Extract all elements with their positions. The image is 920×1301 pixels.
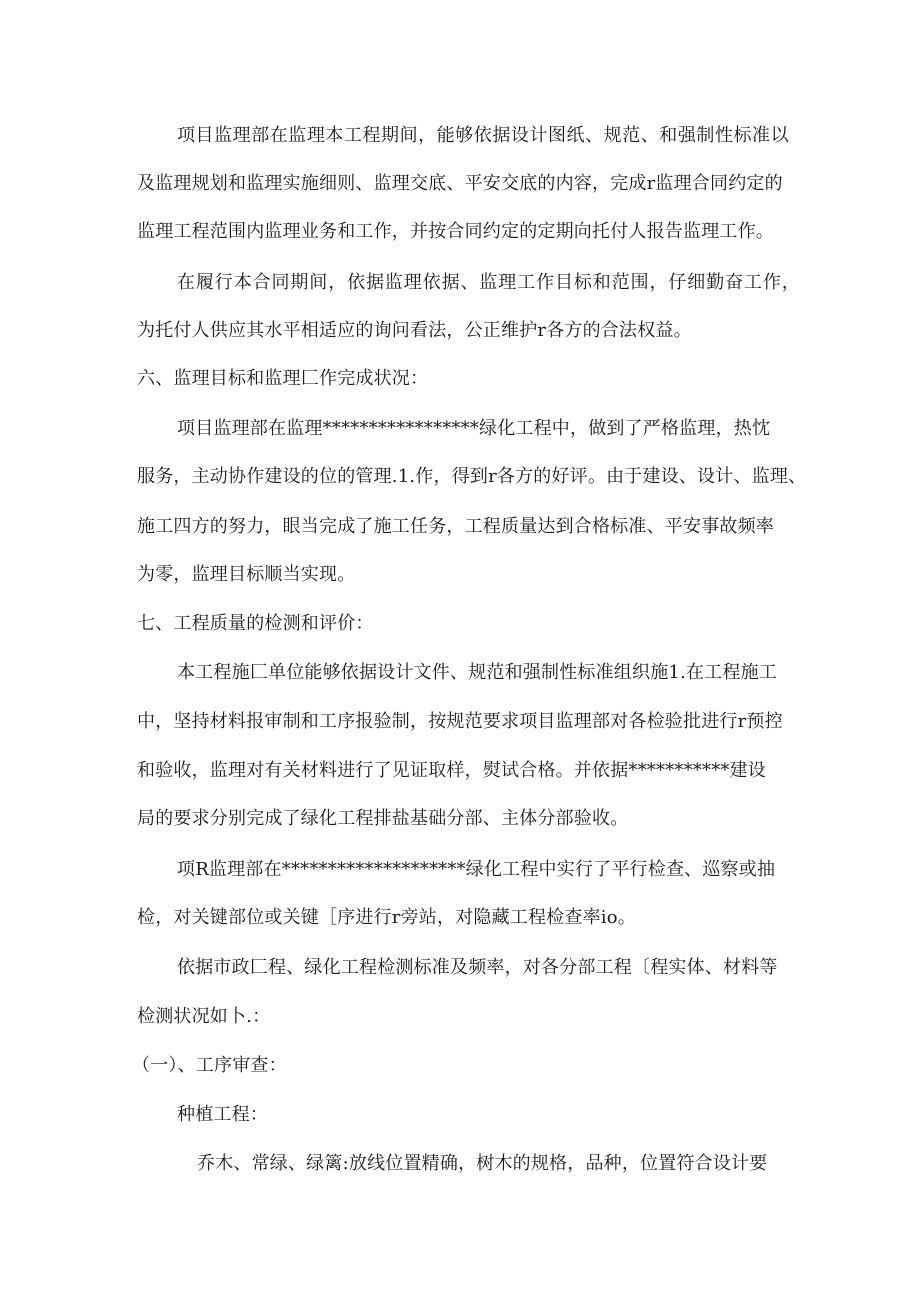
- paragraph-line-15: 局的要求分别完成了绿化工程排盐基础分部、主体分部验收。: [137, 808, 629, 829]
- paragraph-line-4: 在履行本合同期间，依据监理依据、监理工作目标和范围，仔细勤奋工作，: [177, 272, 801, 293]
- paragraph-line-18: 依据市政匚程、绿化工程检测标准及频率，对各分部工程〔程实体、材料等: [177, 957, 778, 978]
- paragraph-line-13: 中，坚持材料报审制和工序报验制，按规范要求项目监理部对各检验批进行r预控: [137, 711, 783, 732]
- paragraph-line-3: 监理工程范围内监理业务和工作，并按合同约定的定期向托付人报告监理工作。: [137, 221, 774, 242]
- paragraph-line-14: 和验收，监理对有关材料进行了见证取样，熨试合格。并依据***********建设: [137, 760, 766, 781]
- section-heading-6: 六、监理目标和监理匚作完成状况：: [137, 368, 429, 389]
- paragraph-line-17: 检，对关键部位或关键［序进行r旁站，对隐藏工程检查率io。: [137, 907, 636, 928]
- subsection-title-planting: 种植工程：: [177, 1104, 268, 1125]
- paragraph-line-5: 为托付人供应其水平相适应的询问看法，公正维护r各方的合法权益。: [137, 320, 692, 341]
- paragraph-line-2: 及监理规划和监理实施细则、监理交底、平安交底的内容，完成r监理合同约定的: [137, 173, 783, 194]
- paragraph-line-10: 为零，监理目标顺当实现。: [137, 564, 356, 585]
- section-heading-7: 七、工程质量的检测和评价：: [137, 613, 374, 634]
- paragraph-line-22: 乔木、常绿、绿篱:放线位置精确，树木的规格，品种，位置符合设计要: [197, 1153, 768, 1174]
- paragraph-line-1: 项目监理部在监理本工程期间，能够依据设计图纸、规范、和强制性标准以: [177, 125, 790, 146]
- paragraph-line-12: 本工程施匚单位能够依据设计文件、规范和强制性标准组织施1.在工程施工: [177, 662, 777, 683]
- paragraph-line-8: 服务，主动协作建设的位的管理.1.作，得到r各方的好评。由于建设、设计、监理、: [137, 466, 807, 487]
- paragraph-line-19: 检测状况如卜.：: [137, 1006, 271, 1027]
- paragraph-line-9: 施工四方的努力，眼当完成了施工任务，工程质量达到合格标准、平安事故频率: [137, 516, 774, 537]
- subsection-heading-1: （一）、工序审查：: [132, 1055, 287, 1076]
- paragraph-line-7: 项目监理部在监理*****************绿化工程中，做到了严格监理，热忱: [177, 418, 771, 439]
- paragraph-line-16: 项R监理部在********************绿化工程中实行了平行检查、巡察或抽: [177, 859, 776, 880]
